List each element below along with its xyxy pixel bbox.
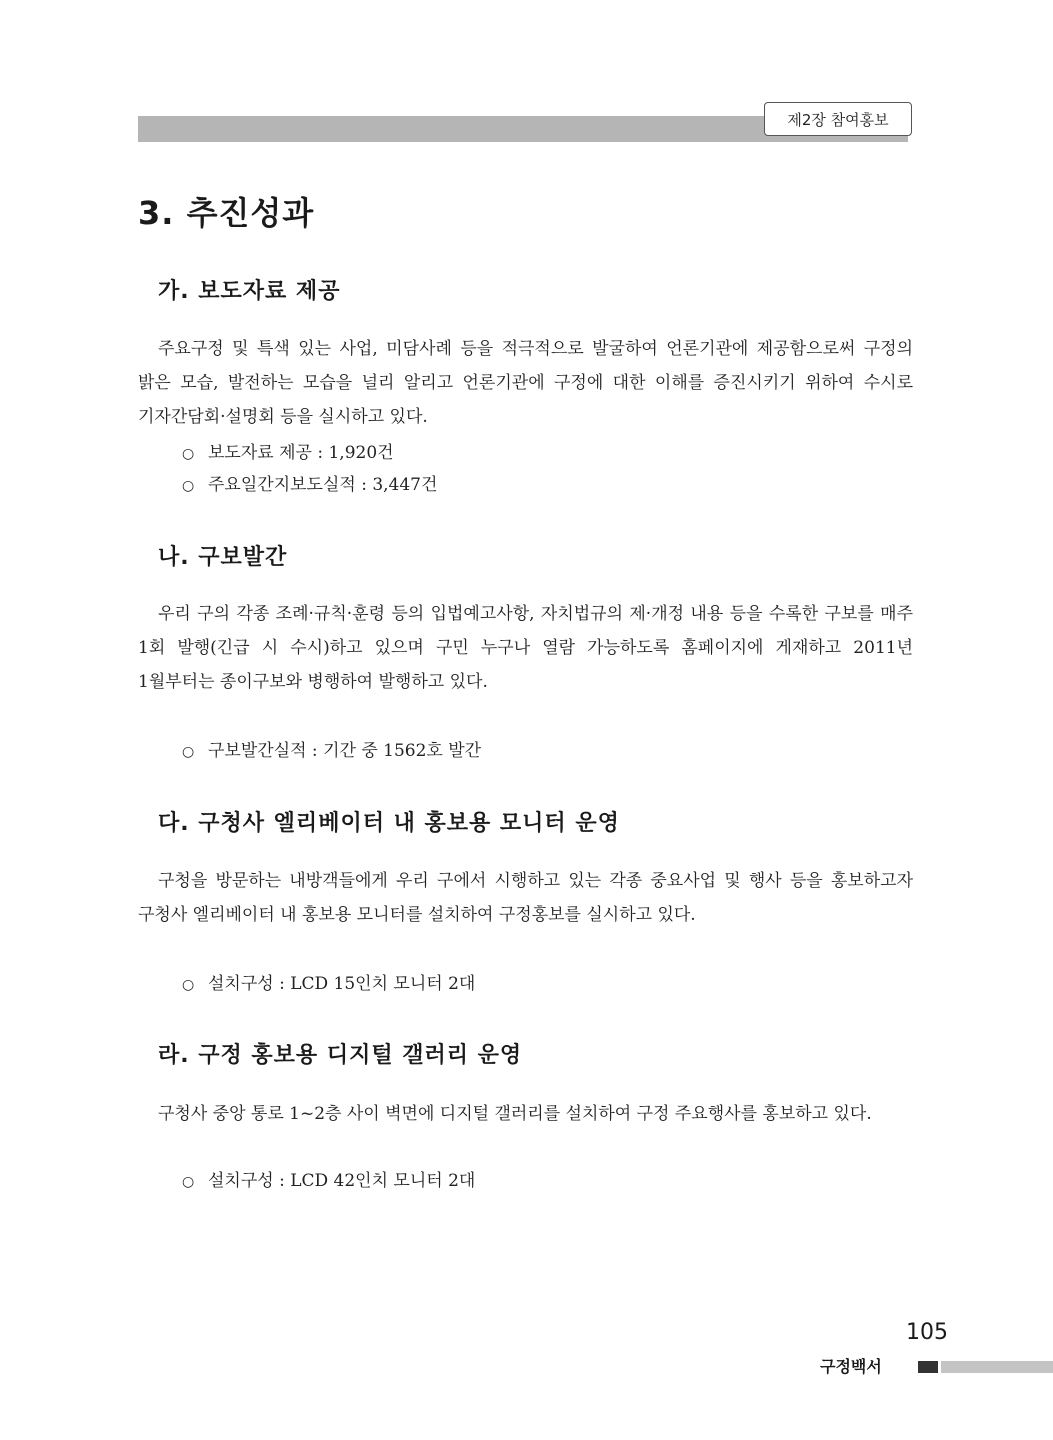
bullet-item: [182, 736, 481, 767]
bullet-text: 보도자료 제공 : 1,920건: [208, 443, 394, 463]
subheading-digital-gallery: 라. 구정 홍보용 디지털 갤러리 운영: [158, 1043, 523, 1068]
footer-bar-dark: [918, 1361, 938, 1373]
bullet-item: [182, 969, 475, 1000]
bullet-text: 설치구성 : LCD 42인치 모니터 2대: [208, 1171, 476, 1191]
subheading-elevator-monitor: 다. 구청사 엘리베이터 내 홍보용 모니터 운영: [158, 811, 620, 836]
chapter-tab: 제2장 참여홍보: [764, 102, 912, 136]
subheading-gazette: 나. 구보발간: [158, 545, 288, 570]
bullet-circle-icon: ○: [182, 1174, 195, 1190]
bullet-item: [182, 438, 394, 469]
bullet-item: [182, 470, 437, 501]
paragraph-gazette: 우리 구의 각종 조례·규칙·훈령 등의 입법예고사항, 자치법규의 제·개정 내용 등을 수록한 구보를 매주 1회 발행(긴급 시 수시)하고 있으며 구민 누구나 열람 가능하도록 홈페이지에 게재하고 2011년 1월부터는 종이구보와 병행하여 발행하고 있다.: [138, 604, 913, 692]
bullet-text: 설치구성 : LCD 15인치 모니터 2대: [208, 974, 476, 994]
bullet-circle-icon: ○: [182, 478, 195, 494]
footer-bar-light: [941, 1361, 1053, 1373]
page-title: 3. 추진성과: [138, 194, 315, 232]
page-number: 105: [906, 1320, 948, 1345]
paragraph-elevator-monitor: 구청을 방문하는 내방객들에게 우리 구에서 시행하고 있는 각종 중요사업 및 행사 등을 홍보하고자 구청사 엘리베이터 내 홍보용 모니터를 설치하여 구정홍보를 실시하고 있다.: [138, 871, 913, 925]
bullet-circle-icon: ○: [182, 744, 195, 760]
book-title: 구정백서: [820, 1357, 882, 1376]
bullet-text: 주요일간지보도실적 : 3,447건: [208, 475, 438, 495]
bullet-circle-icon: ○: [182, 446, 195, 462]
bullet-item: [182, 1166, 475, 1197]
paragraph-press-release: 주요구정 및 특색 있는 사업, 미담사례 등을 적극적으로 발굴하여 언론기관에 제공함으로써 구정의 밝은 모습, 발전하는 모습을 널리 알리고 언론기관에 구정에 대한 이해를 증진시키기 위하여 수시로 기자간담회·설명회 등을 실시하고 있다.: [138, 339, 913, 427]
subheading-press-release: 가. 보도자료 제공: [158, 279, 341, 304]
bullet-circle-icon: ○: [182, 977, 195, 993]
paragraph-digital-gallery: 구청사 중앙 통로 1~2층 사이 벽면에 디지털 갤러리를 설치하여 구정 주요행사를 홍보하고 있다.: [158, 1104, 872, 1124]
bullet-text: 구보발간실적 : 기간 중 1562호 발간: [208, 741, 482, 761]
